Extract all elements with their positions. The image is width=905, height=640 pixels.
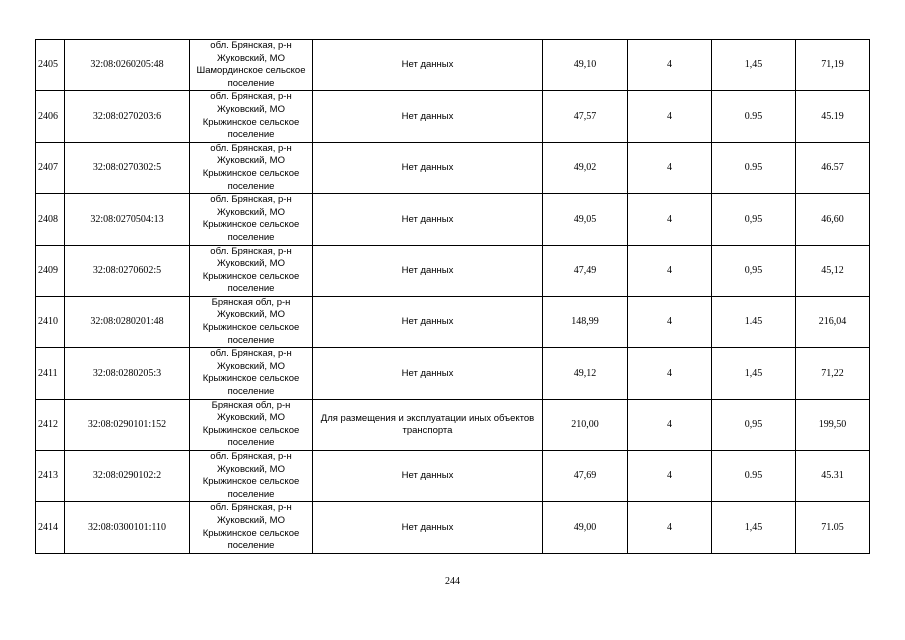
value-cell: 216,04 [796, 296, 870, 347]
permitted-use-cell: Для размещения и эксплуатации иных объектов транспорта [313, 399, 543, 450]
coefficient-cell: 0.95 [712, 142, 796, 193]
value-cell: 71.05 [796, 502, 870, 553]
area-cell: 148,99 [543, 296, 628, 347]
row-number-cell: 2413 [36, 451, 65, 502]
value-cell: 46.57 [796, 142, 870, 193]
category-cell: 4 [628, 245, 712, 296]
area-cell: 49,12 [543, 348, 628, 399]
coefficient-cell: 0,95 [712, 194, 796, 245]
value-cell: 45.19 [796, 91, 870, 142]
page-number: 244 [445, 576, 460, 587]
row-number-cell: 2409 [36, 245, 65, 296]
permitted-use-cell: Нет данных [313, 502, 543, 553]
cadastral-number-cell: 32:08:0290102:2 [65, 451, 190, 502]
coefficient-cell: 0.95 [712, 91, 796, 142]
permitted-use-cell: Нет данных [313, 194, 543, 245]
category-cell: 4 [628, 399, 712, 450]
permitted-use-cell: Нет данных [313, 142, 543, 193]
permitted-use-cell: Нет данных [313, 451, 543, 502]
coefficient-cell: 1,45 [712, 348, 796, 399]
location-cell: Брянская обл, р-н Жуковский, МО Крыжинское сельское поселение [190, 399, 313, 450]
permitted-use-cell: Нет данных [313, 348, 543, 399]
coefficient-cell: 1,45 [712, 40, 796, 91]
category-cell: 4 [628, 502, 712, 553]
category-cell: 4 [628, 296, 712, 347]
cadastral-number-cell: 32:08:0270504:13 [65, 194, 190, 245]
location-cell: обл. Брянская, р-н Жуковский, МО Крыжинское сельское поселение [190, 348, 313, 399]
table-row [36, 142, 870, 193]
location-cell: обл. Брянская, р-н Жуковский, МО Крыжинское сельское поселение [190, 502, 313, 553]
permitted-use-cell: Нет данных [313, 40, 543, 91]
location-cell: обл. Брянская, р-н Жуковский, МО Крыжинское сельское поселение [190, 245, 313, 296]
category-cell: 4 [628, 348, 712, 399]
coefficient-cell: 0,95 [712, 399, 796, 450]
permitted-use-cell: Нет данных [313, 91, 543, 142]
table-row [36, 348, 870, 399]
location-cell: обл. Брянская, р-н Жуковский, МО Крыжинское сельское поселение [190, 451, 313, 502]
cadastral-number-cell: 32:08:0270602:5 [65, 245, 190, 296]
coefficient-cell: 1.45 [712, 296, 796, 347]
location-cell: обл. Брянская, р-н Жуковский, МО Крыжинское сельское поселение [190, 142, 313, 193]
area-cell: 47,57 [543, 91, 628, 142]
land-plot-table [35, 39, 870, 554]
cadastral-number-cell: 32:08:0300101:110 [65, 502, 190, 553]
table-row [36, 245, 870, 296]
cadastral-number-cell: 32:08:0260205:48 [65, 40, 190, 91]
area-cell: 49,10 [543, 40, 628, 91]
area-cell: 210,00 [543, 399, 628, 450]
row-number-cell: 2406 [36, 91, 65, 142]
area-cell: 49,02 [543, 142, 628, 193]
table-row [36, 502, 870, 553]
location-cell: обл. Брянская, р-н Жуковский, МО Шамординское сельское поселение [190, 40, 313, 91]
coefficient-cell: 0,95 [712, 245, 796, 296]
area-cell: 49,05 [543, 194, 628, 245]
value-cell: 45,12 [796, 245, 870, 296]
area-cell: 47,69 [543, 451, 628, 502]
value-cell: 71,19 [796, 40, 870, 91]
table-body [36, 40, 870, 554]
row-number-cell: 2408 [36, 194, 65, 245]
row-number-cell: 2410 [36, 296, 65, 347]
category-cell: 4 [628, 40, 712, 91]
category-cell: 4 [628, 451, 712, 502]
area-cell: 47,49 [543, 245, 628, 296]
cadastral-number-cell: 32:08:0270203:6 [65, 91, 190, 142]
category-cell: 4 [628, 142, 712, 193]
cadastral-number-cell: 32:08:0270302:5 [65, 142, 190, 193]
row-number-cell: 2414 [36, 502, 65, 553]
value-cell: 71,22 [796, 348, 870, 399]
table-row [36, 296, 870, 347]
location-cell: обл. Брянская, р-н Жуковский, МО Крыжинское сельское поселение [190, 194, 313, 245]
area-cell: 49,00 [543, 502, 628, 553]
category-cell: 4 [628, 194, 712, 245]
row-number-cell: 2411 [36, 348, 65, 399]
coefficient-cell: 0.95 [712, 451, 796, 502]
table-row [36, 91, 870, 142]
table-row [36, 399, 870, 450]
cadastral-number-cell: 32:08:0290101:152 [65, 399, 190, 450]
cadastral-number-cell: 32:08:0280201:48 [65, 296, 190, 347]
value-cell: 45.31 [796, 451, 870, 502]
coefficient-cell: 1,45 [712, 502, 796, 553]
value-cell: 199,50 [796, 399, 870, 450]
table-row [36, 40, 870, 91]
table-row [36, 451, 870, 502]
value-cell: 46,60 [796, 194, 870, 245]
permitted-use-cell: Нет данных [313, 245, 543, 296]
cadastral-number-cell: 32:08:0280205:3 [65, 348, 190, 399]
row-number-cell: 2405 [36, 40, 65, 91]
category-cell: 4 [628, 91, 712, 142]
row-number-cell: 2412 [36, 399, 65, 450]
table-row [36, 194, 870, 245]
permitted-use-cell: Нет данных [313, 296, 543, 347]
location-cell: Брянская обл, р-н Жуковский, МО Крыжинское сельское поселение [190, 296, 313, 347]
location-cell: обл. Брянская, р-н Жуковский, МО Крыжинское сельское поселение [190, 91, 313, 142]
row-number-cell: 2407 [36, 142, 65, 193]
